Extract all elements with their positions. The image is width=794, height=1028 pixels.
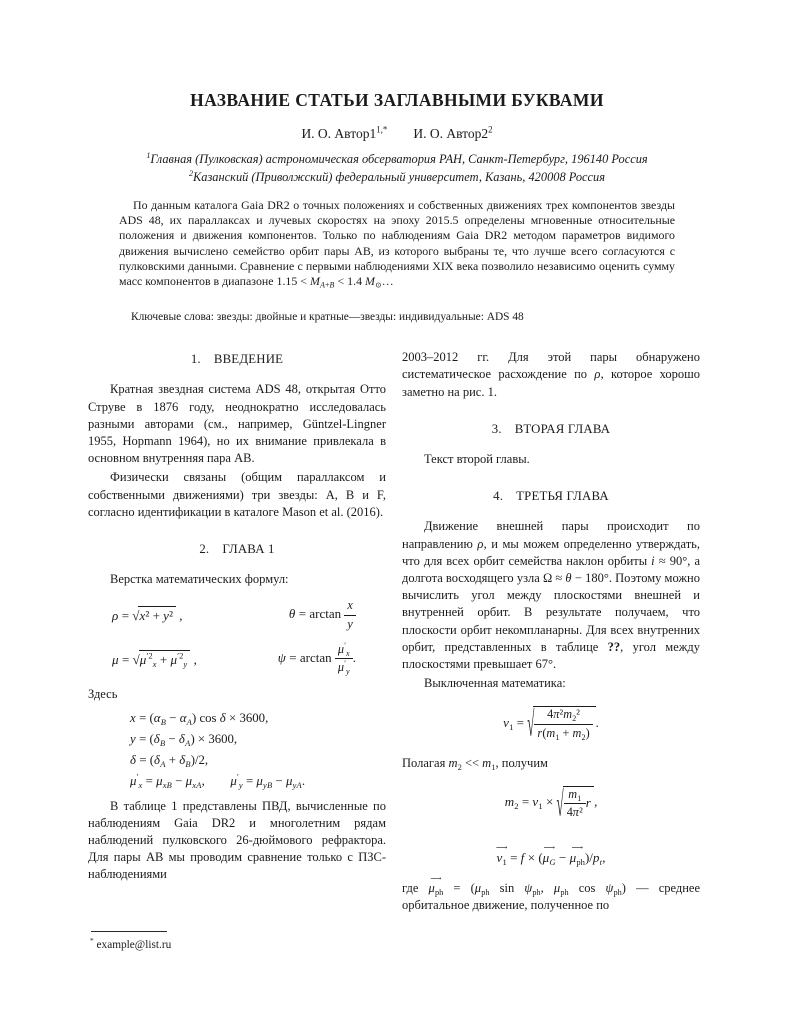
paragraph: Кратная звездная система ADS 48, открытая Отто Струве в 1876 году, неоднократно исследовалась разными авторами (см., например, Güntzel-Lingner 1955, Hopmann 1964), но их внимание привлекала в основном внутренняя пара AB. <box>88 382 386 466</box>
left-column <box>88 347 386 914</box>
author: И. О. $Автор2^2$ <box>413 124 493 141</box>
affiliation: $^1$Главная (Пулковская) астрономическая обсерватория РАН, Санкт-Петербург, 196140 Россия <box>146 150 648 166</box>
section-heading: 3. ВТОРАЯ ГЛАВА <box>491 421 611 436</box>
equation-lines: $x = (\alpha_B - \alpha_A)$ cos δ × 3600, $y = (\delta_B - \delta_A) \times 3600$, $\delta = (\delta_A + \delta_B)/2$, $\mu'_x = \mu_{xB} - \mu_{xA}$, $\mu'_y = \mu_{yB} - \mu_{yA}$. <box>130 710 306 791</box>
section-heading: 4. ТРЕТЬЯ ГЛАВА <box>493 489 609 504</box>
footnote-marker: * <box>90 936 94 946</box>
paragraph: Выключенная математика: <box>424 676 566 691</box>
equation-row: $\mu = √\mu^{'2}_x + \mu^{'2}_y$ , ψ = arctan $\frac{\mu'_x}{\mu'_y}$ . <box>112 640 356 677</box>
author-sup: 1,* <box>376 124 388 135</box>
equation: $m_2 = v_1$ × √ $\frac{m_1}{\text{4π²}}$ r , <box>504 782 598 824</box>
paragraph: Текст второй главы. <box>424 452 530 467</box>
section-heading: 1. ВВЕДЕНИЕ <box>190 352 284 367</box>
footnote-rule <box>91 931 167 932</box>
equation: ⟶ $v_1 = f$ × ( ⟶ $\mu_G$ − ⟶ $\mu_{ph})/p_t$, <box>495 842 606 867</box>
paragraph: Физически связаны (общим параллаксом и собственными движениями) три звезды: A, B и F, согласно идентификации в каталоге Mason et al. (2016). <box>88 470 386 519</box>
footnote <box>90 931 388 951</box>
authors-line <box>0 126 794 142</box>
paragraph: Движение внешней пары происходит по направлению ρ, и мы можем определенно утверждать, что для всех орбит семейства наклон орбиты i ≈ 90°, а долгота восходящего узла Ω ≈ θ − 180°. Поэтому можно вычислить угол между плоскостями внешней и внутренней орбит. В результате получаем, что плоскости орбит некомпланарны. Для всех внутренних орбит, представленных в таблице ??, угол между плоскостями превышает 67°. <box>402 519 701 672</box>
footnote-text <box>90 936 388 951</box>
paragraph: где ⟶ $\mu_{ph} = (\mu_{ph}$ $\sin \psi_{ph}$, $\mu_{ph}$ $\cos \psi_{ph}$) — среднее орбитальное движение, полученное по <box>402 874 701 913</box>
paragraph: Полагая $m_2 << m_1$, получим <box>402 756 548 772</box>
author-sup: 2 <box>488 124 493 135</box>
paragraph: В таблице 1 представлены ПВД, вычисленные по наблюдениям Gaia DR2 и многолетним рядам наблюдений пулковского 26-дюймового рефрактора. Для пары AB мы проводим сравнение только с ПЗС-наблюдениями <box>88 798 386 882</box>
right-column <box>402 347 700 914</box>
equation-row: ρ = √x² + y² , θ = arctan $\frac{x}{y}$ <box>88 598 386 632</box>
section-heading: 2. ГЛАВА 1 <box>199 542 275 557</box>
footnote-email: example@list.ru <box>96 939 172 951</box>
paragraph: Здесь <box>88 686 118 701</box>
paragraph: Верстка математических формул: <box>110 572 289 587</box>
paragraph: 2003–2012 гг. Для этой пары обнаружено систематическое расхождение по ρ, которое хорошо заметно на рис. 1. <box>402 350 701 399</box>
affiliations <box>0 151 794 186</box>
abstract: По данным каталога Gaia DR2 о точных положениях и собственных движениях трех компонентов звезды ADS 48, их параллаксах и лучевых скоростях на эпоху 2015.5 определены мгновенные относительные положения и движения компонентов. Только по наблюдениям Gaia DR2 методом параметров видимого движения вычислено семейство орбит пары AB, из которого выбраны те, что лучше всего согласуются с пулковскими данными. Сравнение с первыми наблюдениями XIX века позволило независимо оценить сумму масс компонентов в диапазоне $1.15 < M_{A+B} < 1.4$ $M_⊙\dots$ <box>119 198 675 290</box>
keywords-line: Ключевые слова: звезды: двойные и кратные—звезды: индивидуальные: ADS 48 <box>131 311 524 324</box>
paper-title: НАЗВАНИЕ СТАТЬИ ЗАГЛАВНЫМИ БУКВАМИ <box>190 90 604 110</box>
two-column-body <box>0 347 794 914</box>
equation: $v_1$ = √ $\frac{4\pi^2m_2^2}{r(m_1 + m_2)}$ . <box>503 703 599 744</box>
author: И. О. $Автор1^{1,*}$ <box>301 124 388 141</box>
affiliation: $^2$Казанский (Приволжский) федеральный университет, Казань, 420008 Россия <box>188 168 606 184</box>
